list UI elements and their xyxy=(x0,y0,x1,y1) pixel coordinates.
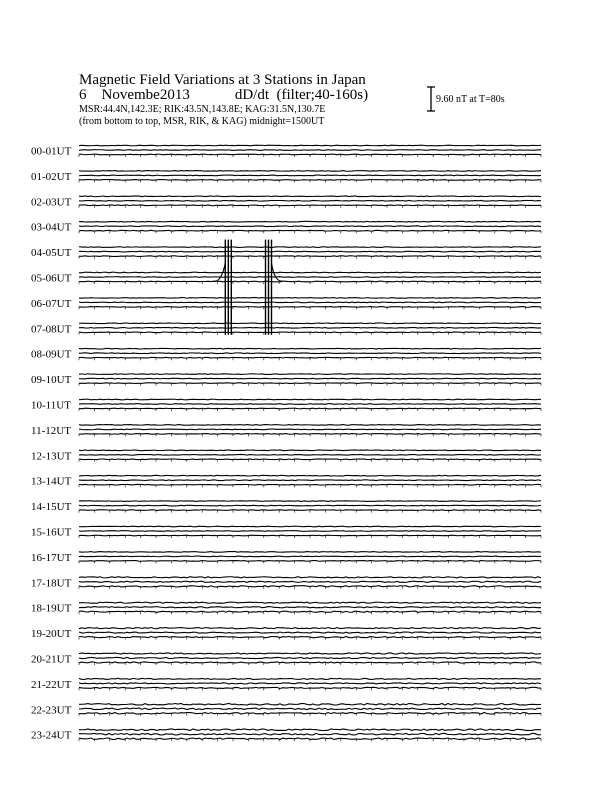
trace-22-23UT-KAG xyxy=(79,704,541,706)
trace-17-18UT-KAG xyxy=(79,577,541,578)
trace-04-05UT-RIK xyxy=(79,251,541,252)
trace-03-04UT-KAG xyxy=(79,221,541,222)
trace-07-08UT-RIK xyxy=(79,327,541,328)
trace-20-21UT-KAG xyxy=(79,653,541,654)
stations-info: MSR:44.4N,142.3E; RIK:43.5N,143.8E; KAG:31.5N,130.7E xyxy=(79,104,326,115)
minute-ticks-07-08UT xyxy=(79,332,541,335)
trace-16-17UT-KAG xyxy=(79,552,541,553)
hour-label: 23-24UT xyxy=(31,729,72,742)
trace-15-16UT-RIK xyxy=(79,531,541,532)
hour-label: 00-01UT xyxy=(31,145,72,158)
hour-label: 14-15UT xyxy=(31,501,72,514)
hour-label: 02-03UT xyxy=(31,196,72,209)
trace-23-24UT-RIK xyxy=(79,733,541,735)
mode-label: dD/dt (filter;40-160s) xyxy=(234,87,369,103)
trace-14-15UT-KAG xyxy=(79,501,541,502)
hour-label: 05-06UT xyxy=(31,272,72,285)
trace-11-12UT-KAG xyxy=(79,425,541,426)
trace-10-11UT-KAG xyxy=(79,399,541,400)
hour-label: 20-21UT xyxy=(31,653,72,666)
trace-21-22UT-RIK xyxy=(79,683,541,684)
trace-12-13UT-KAG xyxy=(79,450,541,451)
trace-22-23UT-RIK xyxy=(79,708,541,710)
trace-14-15UT-RIK xyxy=(79,505,541,506)
trace-09-10UT-RIK xyxy=(79,378,541,379)
hour-label: 06-07UT xyxy=(31,297,72,310)
trace-10-11UT-RIK xyxy=(79,404,541,405)
scale-label: 9.60 nT at T=80s xyxy=(436,94,505,105)
trace-05-06UT-RIK xyxy=(79,277,541,278)
trace-18-19UT-RIK xyxy=(79,607,541,608)
chart-title: Magnetic Field Variations at 3 Stations in Japan xyxy=(79,72,366,88)
hour-label: 22-23UT xyxy=(31,704,72,717)
trace-18-19UT-KAG xyxy=(79,602,541,603)
trace-21-22UT-KAG xyxy=(79,678,541,679)
trace-03-04UT-RIK xyxy=(79,226,541,227)
hour-label: 04-05UT xyxy=(31,247,72,260)
trace-01-02UT-RIK xyxy=(79,175,541,176)
trace-17-18UT-RIK xyxy=(79,581,541,582)
date-label: 6 Novembe2013 xyxy=(79,87,190,103)
hour-label: 01-02UT xyxy=(31,170,72,183)
hour-label: 15-16UT xyxy=(31,526,72,539)
trace-13-14UT-KAG xyxy=(79,475,541,476)
trace-08-09UT-KAG xyxy=(79,348,541,349)
minute-ticks-11-12UT xyxy=(79,434,541,437)
hour-label: 16-17UT xyxy=(31,551,72,564)
hour-label: 18-19UT xyxy=(31,602,72,615)
trace-19-20UT-KAG xyxy=(79,628,541,629)
trace-00-01UT-KAG xyxy=(79,145,541,146)
trace-11-12UT-RIK xyxy=(79,429,541,430)
hour-label: 08-09UT xyxy=(31,348,72,361)
trace-06-07UT-KAG xyxy=(79,298,541,299)
hour-label: 21-22UT xyxy=(31,678,72,691)
hour-label: 11-12UT xyxy=(31,424,71,437)
trace-04-05UT-KAG xyxy=(79,247,541,248)
trace-20-21UT-RIK xyxy=(79,657,541,658)
trace-01-02UT-KAG xyxy=(79,171,541,172)
hour-label: 07-08UT xyxy=(31,323,72,336)
trace-05-06UT-KAG xyxy=(79,272,541,273)
trace-08-09UT-RIK xyxy=(79,353,541,354)
trace-16-17UT-RIK xyxy=(79,556,541,557)
trace-06-07UT-RIK xyxy=(79,302,541,303)
hour-label: 19-20UT xyxy=(31,628,72,641)
trace-09-10UT-KAG xyxy=(79,374,541,375)
hour-label: 12-13UT xyxy=(31,450,72,463)
hour-label: 03-04UT xyxy=(31,221,72,234)
hour-label: 13-14UT xyxy=(31,475,72,488)
hour-label: 09-10UT xyxy=(31,374,72,387)
hour-label: 10-11UT xyxy=(31,399,71,412)
trace-00-01UT-RIK xyxy=(79,150,541,151)
trace-02-03UT-KAG xyxy=(79,196,541,197)
trace-07-08UT-KAG xyxy=(79,323,541,324)
trace-15-16UT-KAG xyxy=(79,526,541,527)
trace-12-13UT-RIK xyxy=(79,454,541,455)
station-order-note: (from bottom to top, MSR, RIK, & KAG) midnight=1500UT xyxy=(79,116,325,127)
hour-label: 17-18UT xyxy=(31,577,72,590)
trace-13-14UT-RIK xyxy=(79,480,541,481)
trace-19-20UT-RIK xyxy=(79,632,541,633)
trace-02-03UT-RIK xyxy=(79,200,541,201)
trace-23-24UT-KAG xyxy=(79,729,541,731)
